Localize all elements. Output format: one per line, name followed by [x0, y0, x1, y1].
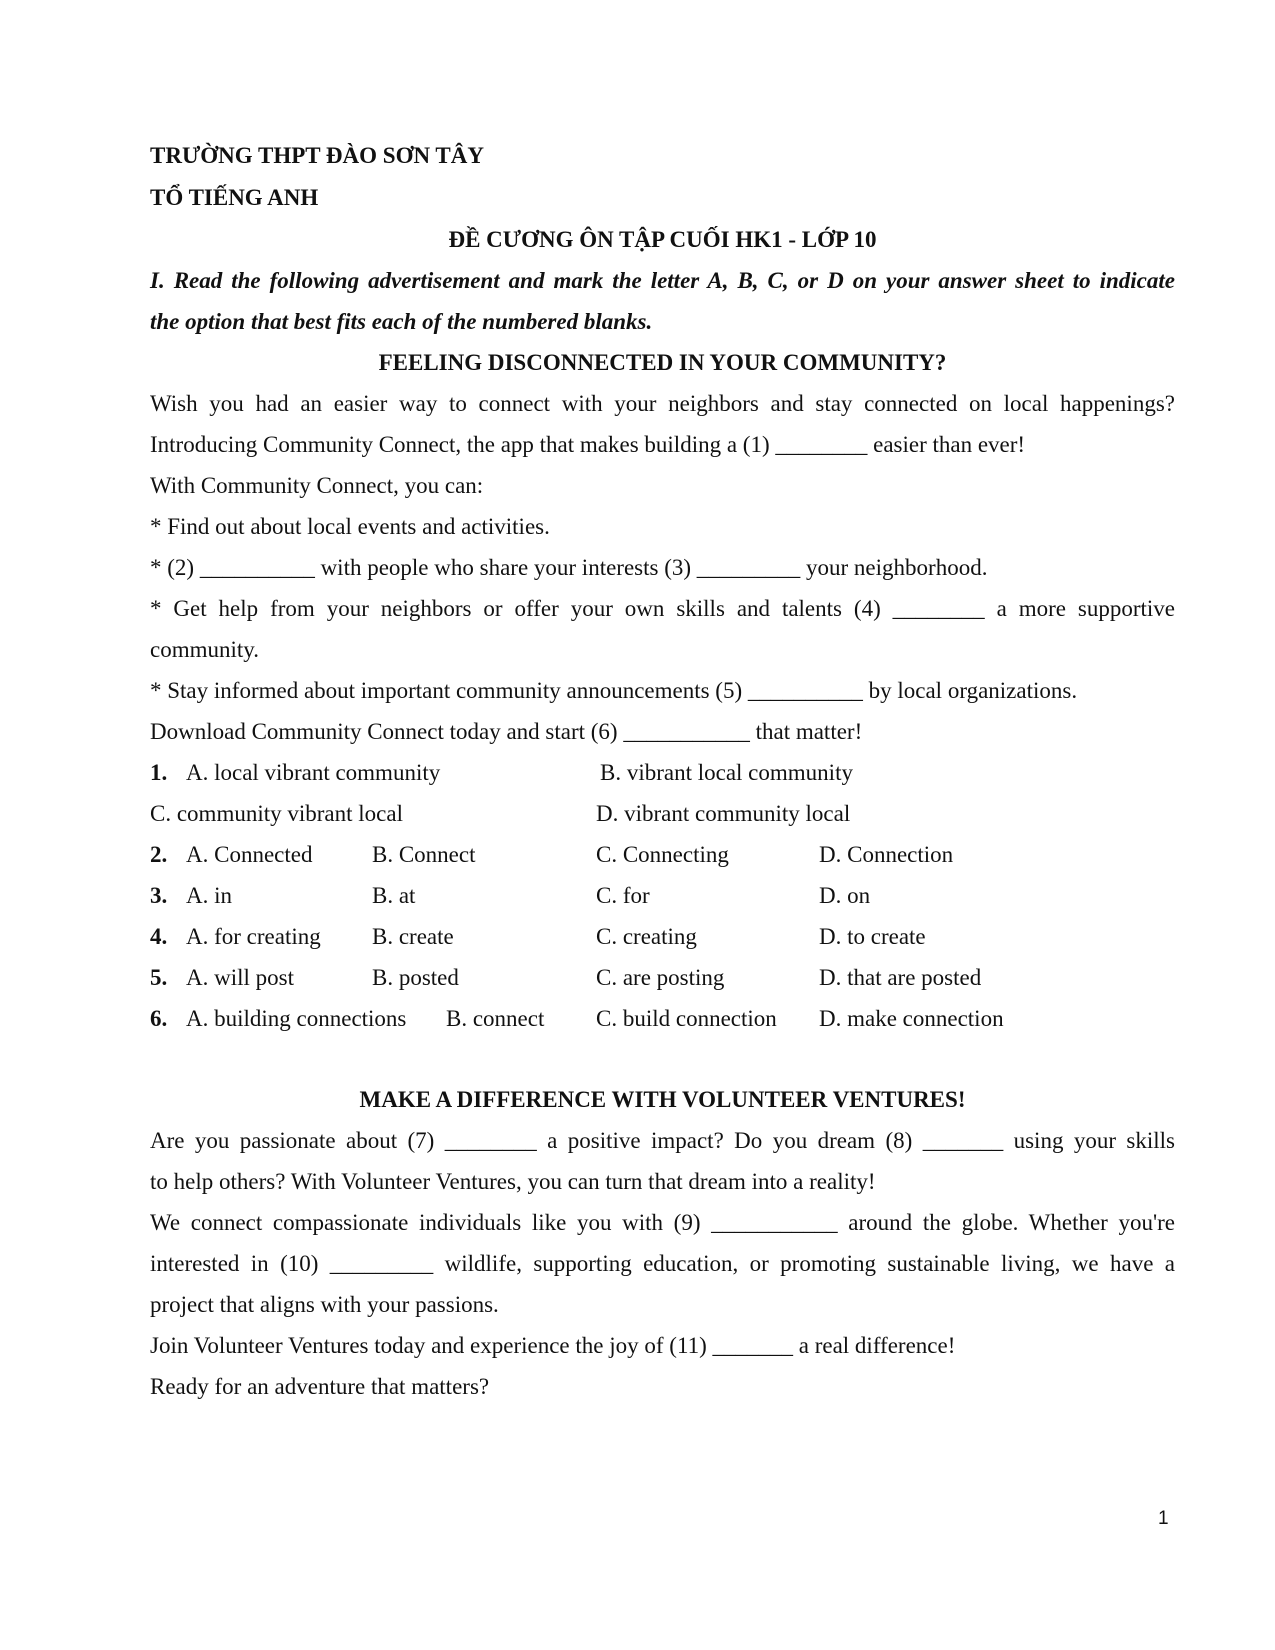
option-c: C. build connection [596, 1006, 777, 1031]
option-b: B. create [372, 924, 454, 949]
option-d: D. to create [819, 924, 926, 949]
option-c: C. for [596, 883, 650, 908]
ad1-line: Introducing Community Connect, the app that makes building a (1) ________ easier than ever! [150, 432, 1026, 457]
option-c: C. creating [596, 924, 697, 949]
department-name: TỔ TIẾNG ANH [150, 185, 319, 210]
ad1-line: Download Community Connect today and start (6) ___________ that matter! [150, 719, 863, 744]
section-instruction-line-2: the option that best fits each of the numbered blanks. [150, 309, 653, 334]
document-title: ĐỀ CƯƠNG ÔN TẬP CUỐI HK1 - LỚP 10 [448, 227, 877, 252]
ad1-line: * Stay informed about important community announcements (5) __________ by local organizations. [150, 678, 1078, 703]
question-number: 3. [150, 883, 168, 908]
question-number: 2. [150, 842, 168, 867]
option-d: D. on [819, 883, 871, 908]
ad2-line: to help others? With Volunteer Ventures, you can turn that dream into a reality! [150, 1169, 876, 1194]
option-a: A. Connected [186, 842, 313, 867]
option-d: D. vibrant community local [596, 801, 851, 826]
ad2-line: We connect compassionate individuals like you with (9) ___________ around the globe. Whether you're [150, 1210, 1175, 1235]
option-c: C. are posting [596, 965, 725, 990]
option-d: D. Connection [819, 842, 954, 867]
option-b: B. posted [372, 965, 459, 990]
option-a: A. in [186, 883, 232, 908]
school-name: TRƯỜNG THPT ĐÀO SƠN TÂY [150, 143, 484, 168]
option-c: C. community vibrant local [150, 801, 403, 826]
ad1-line: * Get help from your neighbors or offer your own skills and talents (4) ________ a more supportive [150, 596, 1175, 621]
ad1-line: * (2) __________ with people who share your interests (3) _________ your neighborhood. [150, 555, 988, 580]
option-b: B. connect [446, 1006, 545, 1031]
ad1-heading: FEELING DISCONNECTED IN YOUR COMMUNITY? [378, 350, 947, 375]
section-instruction-line-1: I. Read the following advertisement and mark the letter A, B, C, or D on your answer sheet to indicate [150, 268, 1175, 293]
ad1-line: * Find out about local events and activities. [150, 514, 550, 539]
ad2-heading: MAKE A DIFFERENCE WITH VOLUNTEER VENTURES! [359, 1087, 966, 1112]
ad2-line: project that aligns with your passions. [150, 1292, 499, 1317]
ad2-line: Are you passionate about (7) ________ a positive impact? Do you dream (8) _______ using your skills [150, 1128, 1175, 1153]
ad2-line: Ready for an adventure that matters? [150, 1374, 490, 1399]
option-d: D. that are posted [819, 965, 982, 990]
option-a: A. will post [186, 965, 294, 990]
question-number: 4. [150, 924, 168, 949]
ad1-line: With Community Connect, you can: [150, 473, 484, 498]
option-a: A. local vibrant community [186, 760, 441, 785]
option-a: A. for creating [186, 924, 321, 949]
ad2-line: interested in (10) _________ wildlife, supporting education, or promoting sustainable living, we have a [150, 1251, 1175, 1276]
page-number: 1 [1158, 1508, 1169, 1529]
question-number: 1. [150, 760, 168, 785]
option-b: B. Connect [372, 842, 476, 867]
option-d: D. make connection [819, 1006, 1004, 1031]
ad2-line: Join Volunteer Ventures today and experience the joy of (11) _______ a real difference! [150, 1333, 956, 1358]
question-number: 6. [150, 1006, 168, 1031]
ad1-line: community. [150, 637, 260, 662]
option-c: C. Connecting [596, 842, 729, 867]
option-a: A. building connections [186, 1006, 407, 1031]
option-b: B. at [372, 883, 416, 908]
option-b: B. vibrant local community [600, 760, 853, 785]
ad1-line: Wish you had an easier way to connect with your neighbors and stay connected on local happenings? [150, 391, 1175, 416]
question-number: 5. [150, 965, 168, 990]
